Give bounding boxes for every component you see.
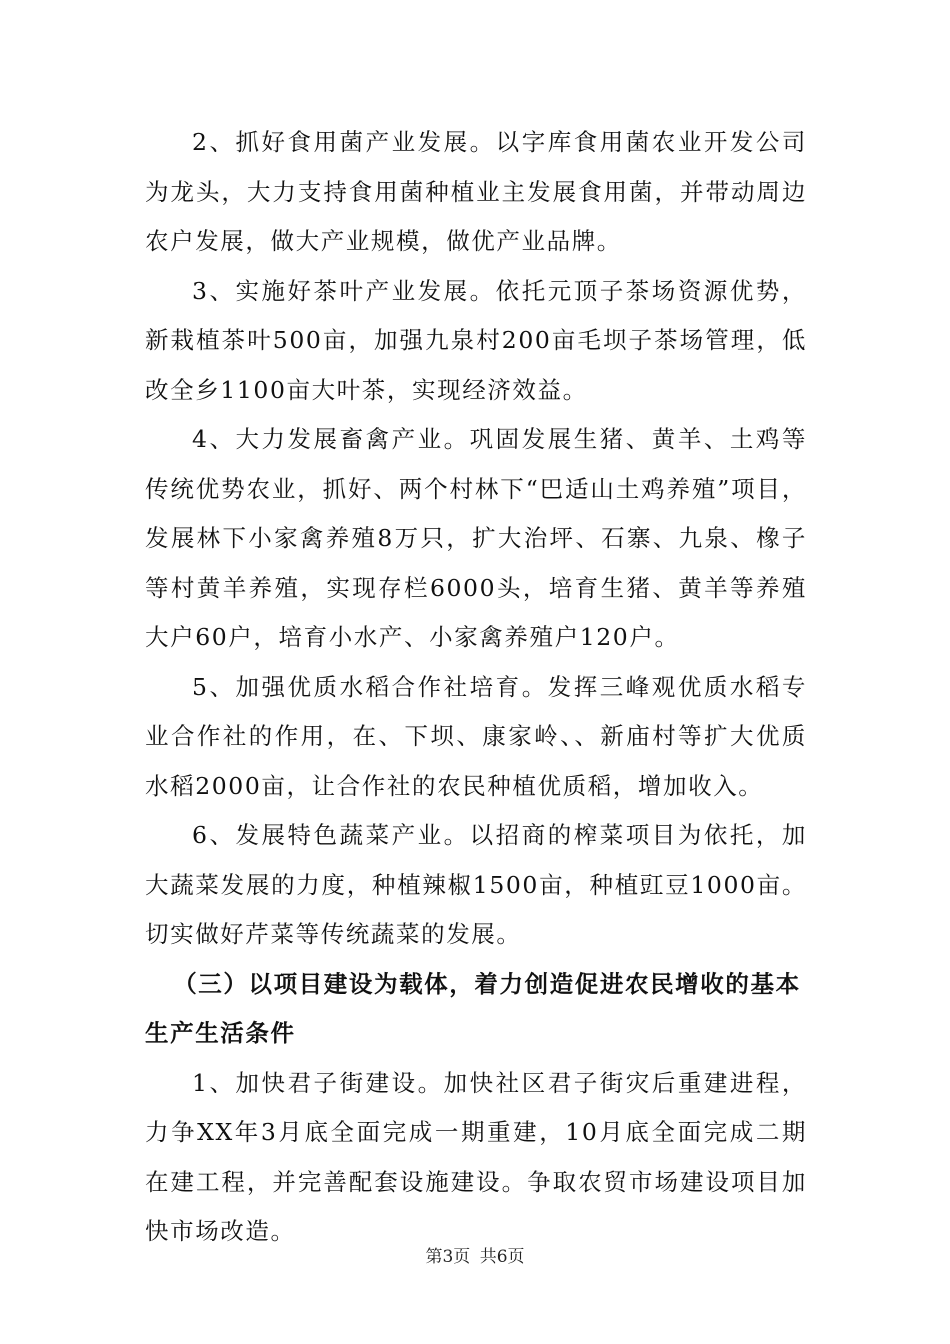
current-page-number: 第3页 [425,1247,471,1267]
paragraph-tea-industry: 3、实施好茶叶产业发展。依托元顶子茶场资源优势，新栽植茶叶500亩，加强九泉村200亩毛坝子茶场管理，低改全乡1100亩大叶茶，实现经济效益。 [145,276,807,404]
page-footer [0,1242,950,1267]
paragraph-livestock: 4、大力发展畜禽产业。巩固发展生猪、黄羊、土鸡等传统优势农业，抓好、两个村林下“巴适山土鸡养殖”项目，发展林下小家禽养殖8万只，扩大治坪、石寨、九泉、橡子等村黄羊养殖，实现存栏6000头，培育生猪、黄羊等养殖大户60户，培育小水产、小家禽养殖户120户。 [145,425,807,651]
paragraph-edible-fungi: 2、抓好食用菌产业发展。以字库食用菌农业开发公司为龙头，大力支持食用菌种植业主发展食用菌，并带动周边农户发展，做大产业规模，做优产业品牌。 [145,128,807,255]
section-heading: （三）以项目建设为载体，着力创造促进农民增收的基本生产生活条件 [145,969,801,1047]
document-body [145,118,807,1257]
paragraph-vegetables: 6、发展特色蔬菜产业。以招商的榨菜项目为依托，加大蔬菜发展的力度，种植辣椒1500亩，种植豇豆1000亩。切实做好芹菜等传统蔬菜的发展。 [145,821,807,948]
total-pages: 共6页 [479,1247,525,1267]
paragraph-junzi-street: 1、加快君子街建设。加快社区君子街灾后重建进程，力争XX年3月底全面完成一期重建，10月底全面完成二期在建工程，并完善配套设施建设。争取农贸市场建设项目加快市场改造。 [145,1068,807,1245]
paragraph-rice-cooperative: 5、加强优质水稻合作社培育。发挥三峰观优质水稻专业合作社的作用，在、下坝、康家岭、、新庙村等扩大优质水稻2000亩，让合作社的农民种植优质稻，增加收入。 [145,672,807,800]
